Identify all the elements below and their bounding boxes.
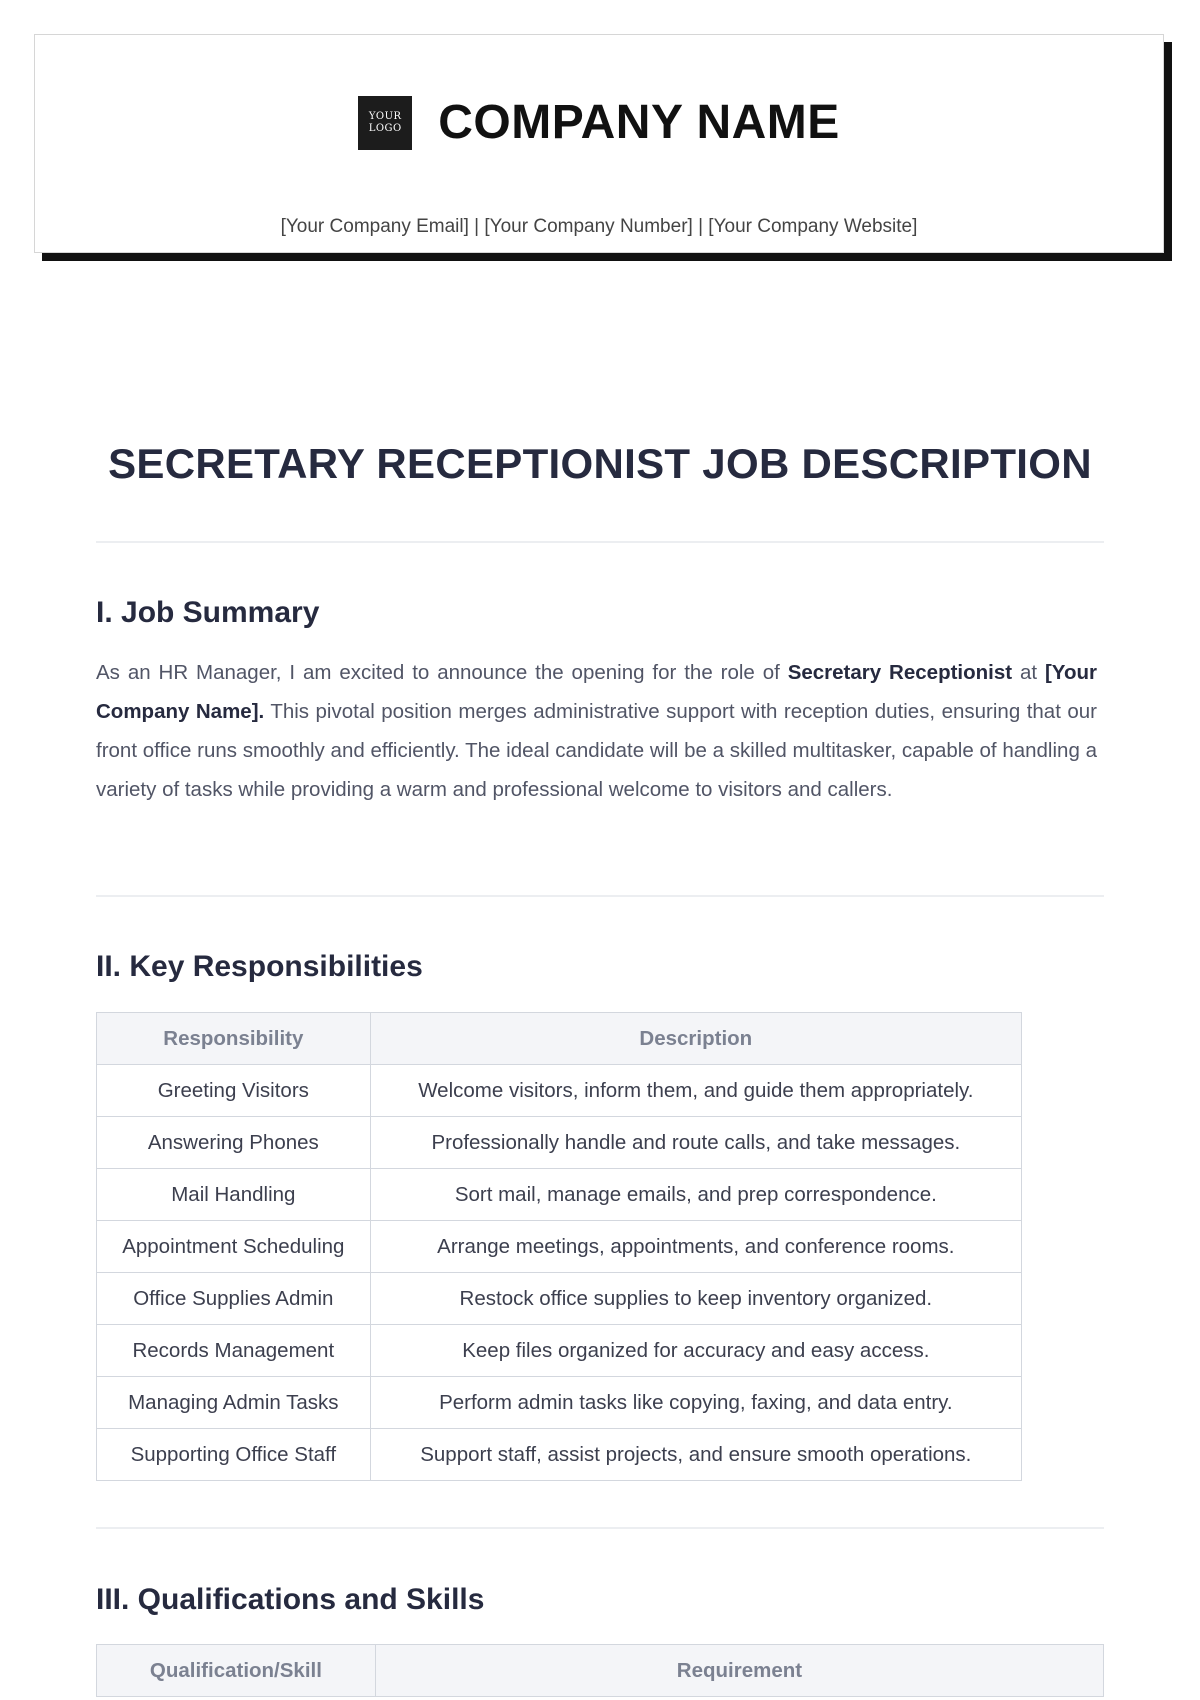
document-title: SECRETARY RECEPTIONIST JOB DESCRIPTION xyxy=(108,440,1092,487)
table-row xyxy=(97,1429,1022,1481)
section-divider xyxy=(96,1527,1104,1529)
section-divider xyxy=(96,541,1104,543)
responsibility-cell: Mail Handling xyxy=(97,1169,371,1221)
description-cell: Arrange meetings, appointments, and conference rooms. xyxy=(370,1221,1021,1273)
description-cell: Perform admin tasks like copying, faxing, and data entry. xyxy=(370,1377,1021,1429)
summary-text-part2: at xyxy=(1012,661,1045,684)
key-responsibilities-heading: II. Key Responsibilities xyxy=(96,950,423,983)
job-summary-paragraph xyxy=(96,653,1097,809)
column-header-requirement: Requirement xyxy=(375,1645,1103,1697)
description-cell: Welcome visitors, inform them, and guide them appropriately. xyxy=(370,1065,1021,1117)
summary-role-bold: Secretary Receptionist xyxy=(787,661,1013,684)
table-header-row xyxy=(97,1645,1104,1697)
table-row xyxy=(97,1169,1022,1221)
table-row xyxy=(97,1117,1022,1169)
description-cell: Sort mail, manage emails, and prep correspondence. xyxy=(370,1169,1021,1221)
table-row xyxy=(97,1377,1022,1429)
description-cell: Keep files organized for accuracy and easy access. xyxy=(370,1325,1021,1377)
table-header-row xyxy=(97,1013,1022,1065)
responsibility-cell: Supporting Office Staff xyxy=(97,1429,371,1481)
job-summary-heading: I. Job Summary xyxy=(96,596,320,629)
column-header-responsibility: Responsibility xyxy=(97,1013,371,1065)
table-row xyxy=(97,1221,1022,1273)
responsibility-cell: Records Management xyxy=(97,1325,371,1377)
company-header xyxy=(34,34,1164,253)
company-name: COMPANY NAME xyxy=(438,96,840,149)
table-row xyxy=(97,1065,1022,1117)
logo-row xyxy=(35,95,1163,150)
company-logo xyxy=(358,96,412,150)
responsibility-cell: Appointment Scheduling xyxy=(97,1221,371,1273)
summary-company-bold: [Your Company Name]. xyxy=(96,661,1097,723)
logo-text-line1: YOUR xyxy=(368,110,402,122)
description-cell: Support staff, assist projects, and ensure smooth operations. xyxy=(370,1429,1021,1481)
company-contact-line: [Your Company Email] | [Your Company Number] | [Your Company Website] xyxy=(280,216,918,237)
qualifications-table xyxy=(96,1644,1104,1697)
summary-text-part1: As an HR Manager, I am excited to announce the opening for the role of xyxy=(96,661,788,684)
description-cell: Restock office supplies to keep inventory organized. xyxy=(370,1273,1021,1325)
responsibility-cell: Office Supplies Admin xyxy=(97,1273,371,1325)
summary-text-part3: This pivotal position merges administrative support with reception duties, ensuring that our front office runs smoothly and efficiently. The ideal candidate will be a skilled multitasker, capable of handling a variety of tasks while providing a warm and professional welcome to visitors and callers. xyxy=(96,700,1097,801)
table-row xyxy=(97,1325,1022,1377)
responsibility-cell: Answering Phones xyxy=(97,1117,371,1169)
responsibility-cell: Managing Admin Tasks xyxy=(97,1377,371,1429)
column-header-description: Description xyxy=(370,1013,1021,1065)
description-cell: Professionally handle and route calls, and take messages. xyxy=(370,1117,1021,1169)
logo-text-line2: LOGO xyxy=(368,122,402,134)
responsibility-cell: Greeting Visitors xyxy=(97,1065,371,1117)
qualifications-heading: III. Qualifications and Skills xyxy=(96,1583,485,1616)
section-divider xyxy=(96,895,1104,897)
responsibilities-table xyxy=(96,1012,1022,1481)
column-header-qualification: Qualification/Skill xyxy=(97,1645,376,1697)
table-row xyxy=(97,1273,1022,1325)
